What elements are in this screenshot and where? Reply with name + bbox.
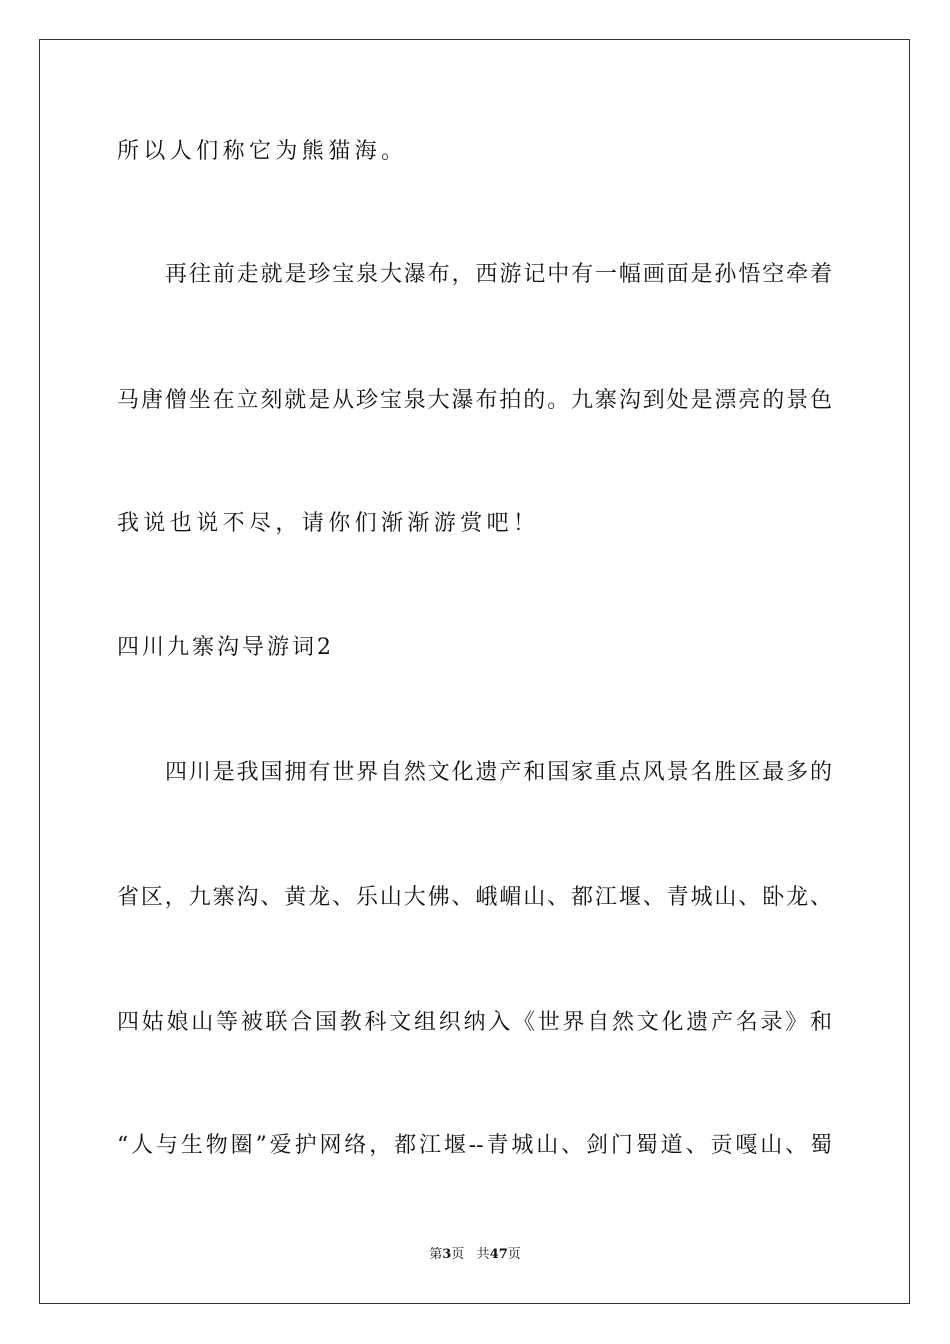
footer-total-prefix: 共 bbox=[476, 1247, 490, 1262]
text-line-2: 再往前走就是珍宝泉大瀑布，西游记中有一幅画面是孙悟空牵着 bbox=[165, 262, 832, 287]
footer-page-prefix: 第 bbox=[429, 1247, 443, 1262]
text-line-1: 所以人们称它为熊猫海。 bbox=[117, 139, 408, 164]
text-line-7: 省区，九寨沟、黄龙、乐山大佛、峨嵋山、都江堰、青城山、卧龙、 bbox=[117, 885, 832, 910]
page-footer bbox=[0, 1246, 950, 1264]
text-line-4: 我说也说不尽，请你们渐渐游赏吧！ bbox=[117, 511, 540, 536]
footer-total-pages: 47 bbox=[489, 1247, 508, 1262]
text-line-3: 马唐僧坐在立刻就是从珍宝泉大瀑布拍的。九寨沟到处是漂亮的景色 bbox=[117, 388, 832, 413]
section-heading: 四川九寨沟导游词2 bbox=[117, 635, 334, 660]
footer-page-suffix: 页 bbox=[451, 1247, 465, 1262]
page-border bbox=[39, 39, 910, 1304]
text-line-9: “人与生物圈”爱护网络，都江堰--青城山、剑门蜀道、贡嘎山、蜀 bbox=[117, 1133, 832, 1158]
text-line-8: 四姑娘山等被联合国教科文组织纳入《世界自然文化遗产名录》和 bbox=[117, 1010, 832, 1035]
footer-page-number: 3 bbox=[442, 1247, 452, 1262]
text-line-6: 四川是我国拥有世界自然文化遗产和国家重点风景名胜区最多的 bbox=[165, 760, 832, 785]
footer-total-suffix: 页 bbox=[507, 1247, 521, 1262]
